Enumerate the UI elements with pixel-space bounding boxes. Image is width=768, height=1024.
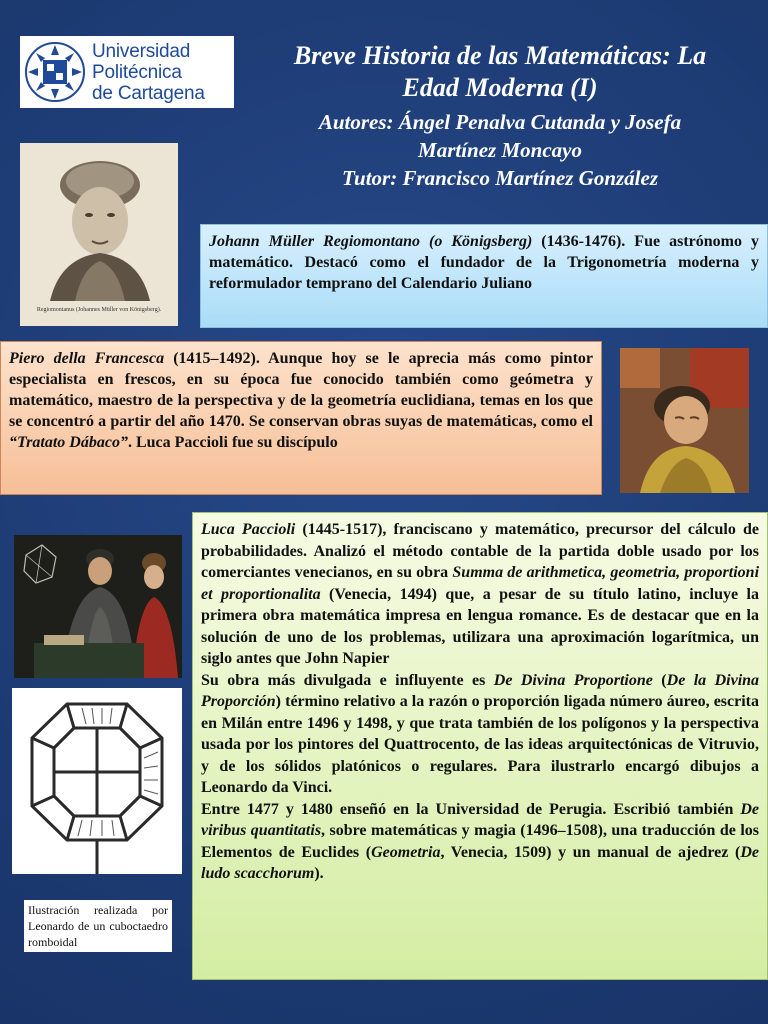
- authors-line-1: Autores: Ángel Penalva Cutanda y Josefa: [318, 110, 682, 134]
- luca-p2-text-a: Su obra más divulgada e influyente es: [201, 671, 494, 689]
- logo-line-2: Politécnica: [92, 61, 182, 83]
- luca-divina-title-es: De la Divina Proporción: [201, 671, 760, 710]
- logo-line-1: Universidad: [92, 40, 191, 62]
- rhombicuboctahedron-illustration: [12, 688, 182, 874]
- portrait-caption: Regiomontanus (Johannes Müller von Königsberg).: [36, 307, 162, 313]
- luca-p1-text-a: (1445-1517), franciscano y matemático, precursor del cálculo de probabilidades. Analizó el método contable de la partida doble usado por los comerciantes venecianos, en su obra: [201, 521, 759, 581]
- luca-p1-text-b: (Venecia, 1494) que, a pesar de su título latino, incluye la primera obra matemática impresa en lengua romance. Es de destacar que en la solución de uno de los problemas, utilizara una aproximación logarítmica, un siglo antes que John Napier: [201, 585, 760, 667]
- piero-work-title: “Tratato Dábaco”: [9, 434, 128, 451]
- tutor-line: Tutor: Francisco Martínez González: [341, 166, 658, 190]
- luca-name: Luca Paccioli: [201, 521, 296, 538]
- luca-p2-text-c: ) término relativo a la razón o proporción ligada número áureo, escrita en Milán entre 1496 y 1498, y que trata también de los polígonos y la perspectiva usada por los pintores del Quattrocento, de las ideas arquitectónicas de Vitruvio, y de los sólidos platónicos o regulares. Para ilustrarlo encargó dibujos a Leonardo da Vinci.: [201, 693, 759, 796]
- poster-title-line-1: Breve Historia de las Matemáticas: La: [293, 41, 707, 70]
- regiomontano-engraving-icon: [20, 143, 178, 326]
- sleeping-figure-fresco-icon: [620, 348, 749, 493]
- luca-p2-text-b: (: [652, 671, 667, 689]
- luca-geometria-title: Geometria: [371, 843, 441, 861]
- piero-fresco-image: [620, 348, 749, 493]
- regiomontano-text-box: [200, 224, 768, 328]
- regiomontano-description: (1436-1476). Fue astrónomo y matemático. Destacó como el fundador de la Trigonometría moderna y reformulador temprano del Calendario Juliano: [209, 233, 759, 292]
- logo-text: [92, 41, 205, 104]
- piero-description-1: (1415–1492). Aunque hoy se le aprecia más como pintor especialista en frescos, en su época fue conocido también como geómetra y matemático, maestro de la perspectiva y de la geometría euclidiana, temas en los que se concentró a partir del año 1470. Se conservan obras suyas de matemáticas, como el: [9, 350, 593, 430]
- luca-p3-text-b: , sobre matemáticas y magia (1496–1508), una traducción de los Elementos de Euclides (: [201, 822, 759, 861]
- regiomontano-portrait: [20, 143, 178, 326]
- illustration-caption: Ilustración realizada por Leonardo de un cuboctaedro romboidal: [24, 900, 172, 952]
- luca-p3-text-c: , Venecia, 1509) y un manual de ajedrez (: [440, 843, 741, 861]
- poster-header: [240, 40, 760, 192]
- piero-description-2: . Luca Paccioli fue su discípulo: [127, 434, 338, 451]
- poster-title-line-2: Edad Moderna (I): [402, 73, 598, 102]
- luca-paccioli-portrait: [14, 535, 182, 678]
- luca-p3-text-d: ).: [314, 865, 324, 882]
- university-logo: [20, 36, 234, 108]
- authors-line-2: Martínez Moncayo: [418, 138, 582, 162]
- luca-viribus-title: De viribus quantitatis: [201, 800, 759, 839]
- luca-divina-title: De Divina Proportione: [493, 671, 653, 689]
- upct-emblem-icon: [24, 41, 86, 103]
- luca-paragraph-1: [201, 519, 759, 670]
- luca-summa-title: Summa de arithmetica, geometria, proportioni et proportionalita: [201, 564, 760, 603]
- luca-paragraph-3: [201, 799, 759, 885]
- regiomontano-name: Johann Müller Regiomontano (o Königsberg): [209, 233, 533, 250]
- polyhedron-drawing-icon: [12, 688, 182, 874]
- luca-paccioli-text-box: [192, 512, 768, 980]
- luca-p3-text-a: Entre 1477 y 1480 enseñó en la Universidad de Perugia. Escribió también: [201, 800, 741, 818]
- piero-name: Piero della Francesca: [9, 350, 165, 367]
- piero-text-box: [0, 341, 602, 495]
- logo-line-3: de Cartagena: [92, 82, 205, 104]
- paccioli-painting-icon: [14, 535, 182, 678]
- luca-paragraph-2: [201, 670, 759, 799]
- luca-ludo-title: De ludo scacchorum: [201, 843, 760, 882]
